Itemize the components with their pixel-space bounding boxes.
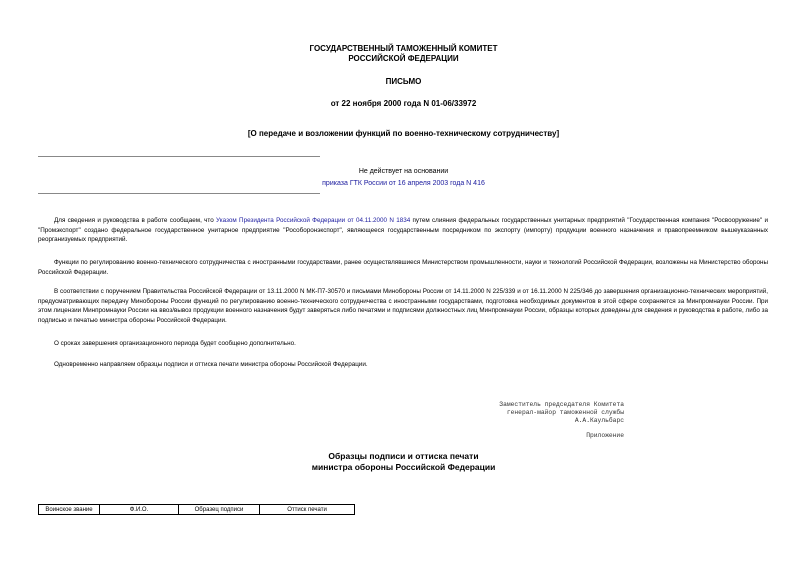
status-note-link[interactable]: приказа ГТК России от 16 апреля 2003 года N 416: [322, 180, 485, 187]
status-note-line1: Не действует на основании: [358, 168, 449, 175]
table-header-row: [39, 505, 355, 515]
org-name-line2: РОССИЙСКОЙ ФЕДЕРАЦИИ: [348, 54, 459, 63]
table-header-cell: Ф.И.О.: [100, 505, 179, 515]
table-header-cell: Воинское звание: [39, 505, 100, 515]
doc-date-number: от 22 ноября 2000 года N 01-06/33972: [330, 99, 477, 108]
doc-subject: [О передаче и возложении функций по военно-техническому сотрудничеству]: [247, 129, 560, 138]
signatory-name: А.А.Каульбарс: [574, 417, 624, 424]
appendix-title-line2: министра обороны Российской Федерации: [311, 462, 496, 472]
org-name-line1: ГОСУДАРСТВЕННЫЙ ТАМОЖЕННЫЙ КОМИТЕТ: [309, 44, 498, 53]
divider-top: [38, 156, 320, 157]
divider-bottom: [38, 193, 320, 194]
paragraph-1: [38, 216, 768, 245]
appendix-label: Приложение: [586, 432, 624, 439]
paragraph-1-text-b: путем слияния федеральных государственных унитарных предприятий "Государственная компания "Росвооружение" и "Промэкспорт" создано федеральное государственное унитарное предприятие "Рособоронэкспорт", являющееся государственным посредником по экспорту (импорту) продукции военного назначения и правопреемником вышеуказанных реорганизуемых предприятий.: [38, 217, 768, 243]
table-header-cell: Образец подписи: [179, 505, 260, 515]
doc-type: ПИСЬМО: [385, 77, 422, 86]
appendix-title-line1: Образцы подписи и оттиска печати: [328, 451, 479, 461]
paragraph-2: Функции по регулированию военно-технического сотрудничества с иностранными государствами, ранее осуществлявшиеся Министерством промышленности, науки и технологий Российской Федерации, возложены на Министерство обороны Российской Федерации.: [38, 259, 768, 276]
signatory-rank: генерал-майор таможенной службы: [506, 409, 624, 416]
paragraph-5: Одновременно направляем образцы подписи и оттиска печати министра обороны Российской Федерации.: [54, 361, 368, 368]
paragraph-3: В соответствии с поручением Правительства Российской Федерации от 13.11.2000 N МК-П7-30570 и письмами Минобороны России от 14.11.2000 N 225/339 и от 16.11.2000 N 225/346 до завершения организационно-технических мероприятий, предусматривающих передачу Минобороны России функций по регулированию военно-технического сотрудничества с иностранными государствами, подготовка необходимых документов в этой сфере сохраняется за Минпромнауки России. При этом лицензии Минпромнауки России на ввоз/вывоз продукции военного назначения будут заверяться либо печатями и подписями должностных лиц Минпромнауки России, образцы которых доведены для сведения и руководства в работе, либо за подписью и печатью министра обороны Российской Федерации.: [38, 288, 768, 324]
status-note-line2: [0, 178, 807, 190]
signatory-position: Заместитель председателя Комитета: [499, 401, 624, 408]
table-header-cell: Оттиск печати: [260, 505, 355, 515]
decree-link[interactable]: Указом Президента Российской Федерации от 04.11.2000 N 1834: [216, 217, 411, 224]
signature-sample-table: [38, 504, 355, 515]
paragraph-1-text-a: Для сведения и руководства в работе сообщаем, что: [54, 217, 217, 224]
paragraph-4: О сроках завершения организационного периода будет сообщено дополнительно.: [54, 340, 296, 347]
